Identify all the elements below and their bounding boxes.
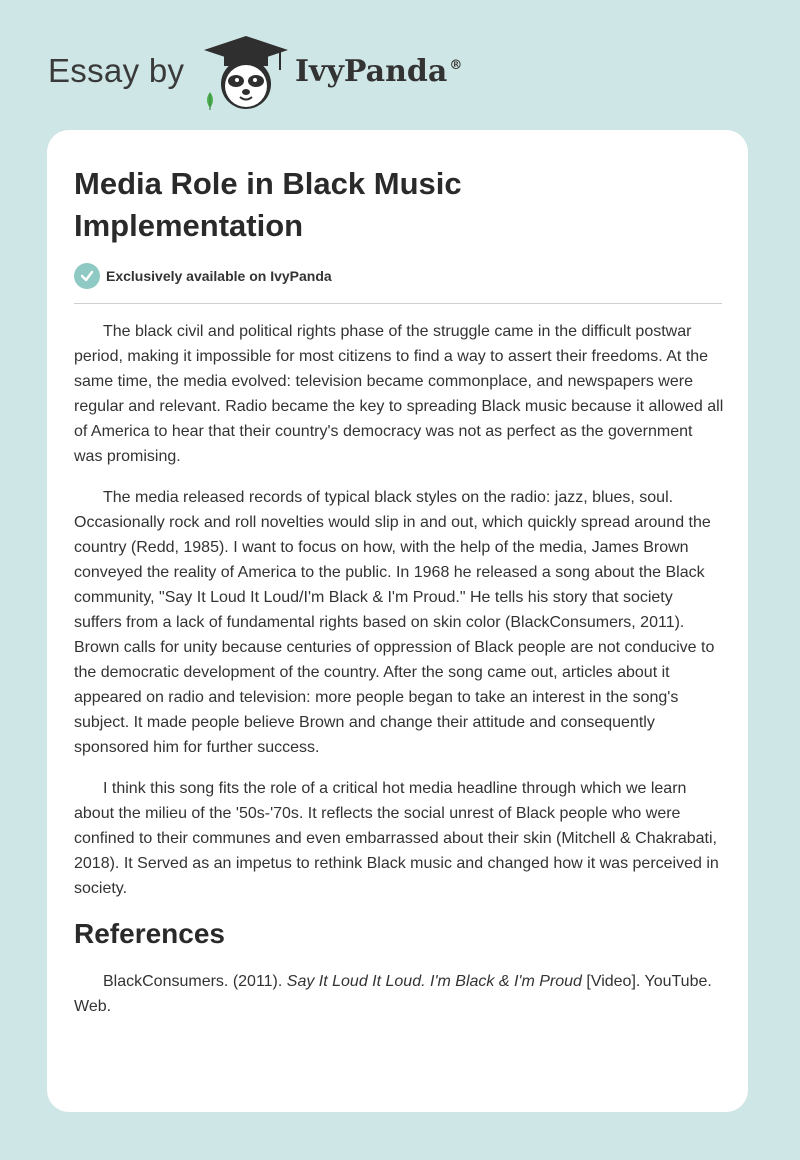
references-heading: References (74, 918, 225, 949)
exclusive-badge-label: Exclusively available on IvyPanda (106, 268, 332, 284)
site-header (48, 34, 748, 114)
essay-card (47, 130, 748, 1112)
paragraph: The media released records of typical black styles on the radio: jazz, blues, soul. Occasionally rock and roll novelties would slip in and out, which quickly spread around the country (Redd, 1985). I want to focus on how, with the help of the media, James Brown conveyed the reality of America to the public. In 1968 he released a song about the Black community, "Say It Loud It Loud/I'm Black & I'm Proud." He tells his story that society suffers from a lack of fundamental rights based on skin color (BlackConsumers, 2011). Brown calls for unity because centuries of oppression of Black people are not conducive to the democratic development of the country. After the song came out, articles about it appeared on radio and television: more people began to take an interest in the song's subject. It made people believe Brown and change their attitude and consequently sponsored him for further success. (74, 489, 715, 756)
paragraph: I think this song fits the role of a critical hot media headline through which we learn about the milieu of the '50s-'70s. It reflects the social unrest of Black people who were confined to their communes and even embarrassed about their skin (Mitchell & Chakrabati, 2018). It Served as an impetus to rethink Black music and changed how it was perceived in society. (74, 780, 719, 897)
page-title: Media Role in Black Music Implementation (74, 166, 462, 243)
reference-entry: BlackConsumers. (2011). Say It Loud It Loud. I'm Black & I'm Proud [Video]. YouTube. Web. (74, 973, 712, 1015)
panda-logo-icon (200, 34, 292, 112)
brand-name: IvyPanda ® (295, 54, 463, 89)
divider (74, 303, 722, 304)
paragraph: The black civil and political rights phase of the struggle came in the difficult postwar period, making it impossible for most citizens to find a way to assert their freedoms. At the same time, the media evolved: television became commonplace, and newspapers were regular and relevant. Radio became the key to spreading Black music because it allowed all of America to hear that their country's democracy was not as perfect as the government was promising. (74, 323, 724, 465)
check-icon (74, 263, 100, 289)
essay-by-label: Essay by (48, 52, 185, 89)
essay-body (74, 319, 724, 1035)
exclusive-badge (74, 263, 332, 289)
